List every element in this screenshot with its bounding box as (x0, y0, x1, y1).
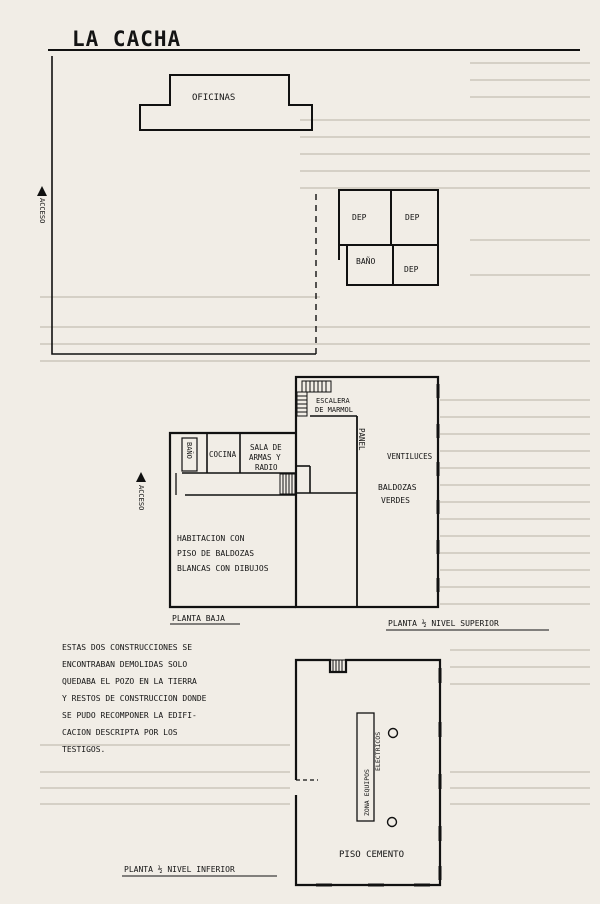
room-bano-top-label: BAÑO (356, 257, 376, 266)
access-top-label: ACCESO (38, 198, 46, 224)
planta-superior-label: PLANTA ½ NIVEL SUPERIOR (388, 619, 499, 628)
planta-inferior-label: PLANTA ½ NIVEL INFERIOR (124, 865, 235, 874)
access-baja-label: ACCESO (137, 485, 145, 511)
page-header (48, 27, 580, 51)
escalera-line1: ESCALERA (316, 397, 350, 405)
stairs-lower (330, 660, 346, 672)
planta-baja-label: PLANTA BAJA (172, 614, 225, 623)
room-dep-3-label: DEP (404, 265, 419, 274)
panel-label: PANEL (357, 428, 366, 451)
zona-equipos-line2: ELECTRICOS (374, 731, 382, 771)
note-line-2: ENCONTRABAN DEMOLIDAS SOLO (62, 660, 188, 669)
ventiluces-label: VENTILUCES (387, 452, 433, 461)
pozo-circle-lower (388, 818, 397, 827)
access-arrow-baja-icon (136, 472, 146, 482)
baldozas-line2: VERDES (381, 496, 410, 505)
baldozas-line1: BALDOZAS (378, 483, 417, 492)
room-dep-1-label: DEP (352, 213, 367, 222)
site-boundary (52, 56, 316, 354)
note-line-6: CACION DESCRIPTA POR LOS (62, 728, 178, 737)
stairs-middle (280, 474, 295, 494)
note-line-7: TESTIGOS. (62, 745, 106, 754)
note-line-1: ESTAS DOS CONSTRUCCIONES SE (62, 643, 193, 652)
room-sala-line2: ARMAS Y (249, 453, 281, 462)
note-line-5: SE PUDO RECOMPONER LA EDIFI- (62, 711, 197, 720)
room-oficinas-label: OFICINAS (192, 93, 236, 103)
main-building-plan (136, 377, 549, 630)
room-cocina-label: COCINA (209, 450, 237, 459)
piso-cemento-label: PISO CEMENTO (339, 850, 405, 860)
pozo-circle-upper (389, 729, 398, 738)
habitacion-line3: BLANCAS CON DIBUJOS (177, 564, 269, 573)
dep-block (339, 190, 438, 285)
room-sala-line1: SALA DE (250, 443, 282, 452)
zona-equipos-line1: ZONA EQUIPOS (363, 769, 371, 816)
room-sala-line3: RADIO (255, 463, 278, 472)
note-line-3: QUEDABA EL POZO EN LA TIERRA (62, 677, 197, 686)
room-dep-2-label: DEP (405, 213, 420, 222)
background-bleed-text (40, 63, 590, 804)
page-title: LA CACHA (72, 27, 182, 51)
top-site-plan (37, 56, 438, 354)
handwritten-note (62, 643, 207, 754)
habitacion-line2: PISO DE BALDOZAS (177, 549, 255, 558)
note-line-4: Y RESTOS DE CONSTRUCCION DONDE (62, 694, 207, 703)
escalera-line2: DE MARMOL (315, 406, 353, 414)
room-bano-baja-label: BAÑO (185, 442, 193, 459)
access-arrow-top-icon (37, 186, 47, 196)
habitacion-line1: HABITACION CON (177, 534, 245, 543)
